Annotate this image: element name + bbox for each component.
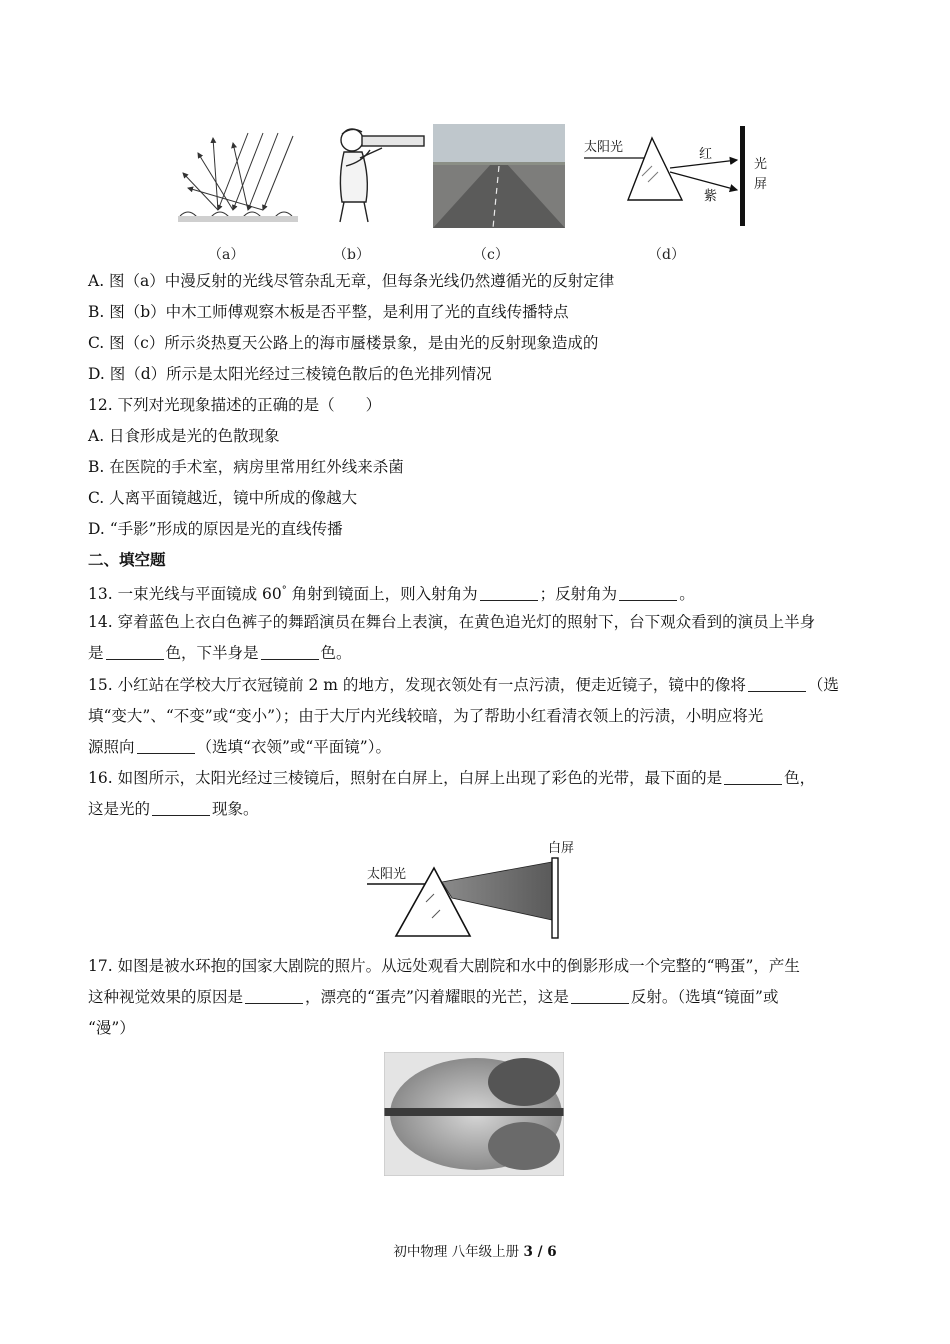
figure-b-carpenter [322,122,432,226]
q13-text-1: 13. 一束光线与平面镜成 60 [88,585,282,604]
q17-text-b: ，漂亮的“蛋壳”闪着耀眼的光芒，这是 [305,988,569,1006]
degree-symbol: ° [281,585,287,596]
figure-16-screen-label: 白屏 [548,841,575,856]
figure-d-red-label: 红 [699,147,713,162]
q16-text-d: 现象。 [212,800,259,818]
q16-line-2 [88,799,259,819]
q13-blank-reflection-angle[interactable] [619,586,677,601]
q12-option-a: A. 日食形成是光的色散现象 [88,427,280,445]
footer-course: 初中物理 八年级上册 [393,1244,524,1260]
q16-line-1 [88,768,815,788]
q13-text-4: 。 [679,585,695,604]
q17-text-a: 这种视觉效果的原因是 [88,988,244,1006]
q14-blank-upper[interactable] [106,645,164,660]
q11-option-a: A. 图（a）中漫反射的光线尽管杂乱无章，但每条光线仍然遵循光的反射定律 [88,272,615,290]
figure-d-sunlight-label: 太阳光 [584,140,624,155]
figure-17-theatre-photo [384,1052,564,1176]
q12-option-b: B. 在医院的手术室，病房里常用红外线来杀菌 [88,458,404,476]
caption-a: （a） [208,247,245,263]
q11-option-c: C. 图（c）所示炎热夏天公路上的海市蜃楼景象，是由光的反射现象造成的 [88,334,599,352]
q17-blank-reason[interactable] [245,989,303,1004]
figure-16-prism-screen [362,832,592,940]
caption-c: （c） [473,247,509,263]
q13-text-2: 角射到镜面上，则入射角为 [286,585,478,604]
q17-line-2 [88,987,778,1007]
page-footer [0,1240,950,1260]
section-heading-fill-blank: 二、填空题 [88,550,166,569]
q17-line-3: “漫”） [88,1019,135,1037]
figure-d-screen-label-2: 屏 [754,177,768,192]
figure-d-screen-label-1: 光 [754,157,768,172]
q15-text-d: （选填“衣领”或“平面镜”）。 [196,738,391,756]
caption-d: （d） [648,247,685,263]
figure-16-sunlight-label: 太阳光 [367,867,407,882]
q15-text-b: （选 [807,676,839,694]
q11-option-b: B. 图（b）中木工师傅观察木板是否平整，是利用了光的直线传播特点 [88,303,569,321]
q14-blank-lower[interactable] [261,645,319,660]
q13 [88,581,695,604]
q14-line-1: 14. 穿着蓝色上衣白色裤子的舞蹈演员在舞台上表演，在黄色追光灯的照射下，台下观众看到的演员上半身 [88,613,816,631]
q13-blank-incidence-angle[interactable] [480,586,538,601]
figure-a-diffuse-reflection [178,128,300,224]
figure-d-prism-dispersion [582,124,778,228]
q12-option-c: C. 人离平面镜越近，镜中所成的像越大 [88,489,358,507]
q16-blank-phenomenon[interactable] [152,801,210,816]
q14-text-b: 色，下半身是 [165,644,259,662]
q16-text-a: 16. 如图所示，太阳光经过三棱镜后，照射在白屏上，白屏上出现了彩色的光带，最下面的是 [88,769,723,787]
q14-line-2 [88,643,352,663]
q15-blank-image-size[interactable] [748,677,806,692]
q15-line-2: 填“变大”、“不变”或“变小”）；由于大厅内光线较暗，为了帮助小红看清衣领上的污渍，小明应将光 [88,707,764,725]
q17-line-1: 17. 如图是被水环抱的国家大剧院的照片。从远处观看大剧院和水中的倒影形成一个完整的“鸭蛋”，产生 [88,957,800,975]
figure-d-purple-label: 紫 [704,189,718,204]
q14-text-a: 是 [88,644,104,662]
q17-blank-reflection-type[interactable] [571,989,629,1004]
q13-text-3: ；反射角为 [539,585,618,604]
q16-text-b: 色， [784,769,816,787]
q15-line-3 [88,737,391,757]
q17-text-c: 反射。（选填“镜面”或 [630,988,779,1006]
q15-line-1 [88,675,839,695]
figure-c-road-photo [433,124,565,228]
q16-text-c: 这是光的 [88,800,151,818]
q12-option-d: D. “手影”形成的原因是光的直线传播 [88,520,343,538]
q15-text-a: 15. 小红站在学校大厅衣冠镜前 2 m 的地方，发现衣领处有一点污渍，便走近镜子，镜中的像将 [88,676,746,694]
page-number: 3 / 6 [523,1244,557,1260]
q14-text-c: 色。 [320,644,352,662]
caption-b: （b） [333,247,370,263]
q16-blank-color[interactable] [724,770,782,785]
q15-blank-light-target[interactable] [137,739,195,754]
q15-text-c: 源照向 [88,738,135,756]
q12-stem: 12. 下列对光现象描述的正确的是（ ） [88,396,382,414]
q11-option-d: D. 图（d）所示是太阳光经过三棱镜色散后的色光排列情况 [88,365,492,383]
